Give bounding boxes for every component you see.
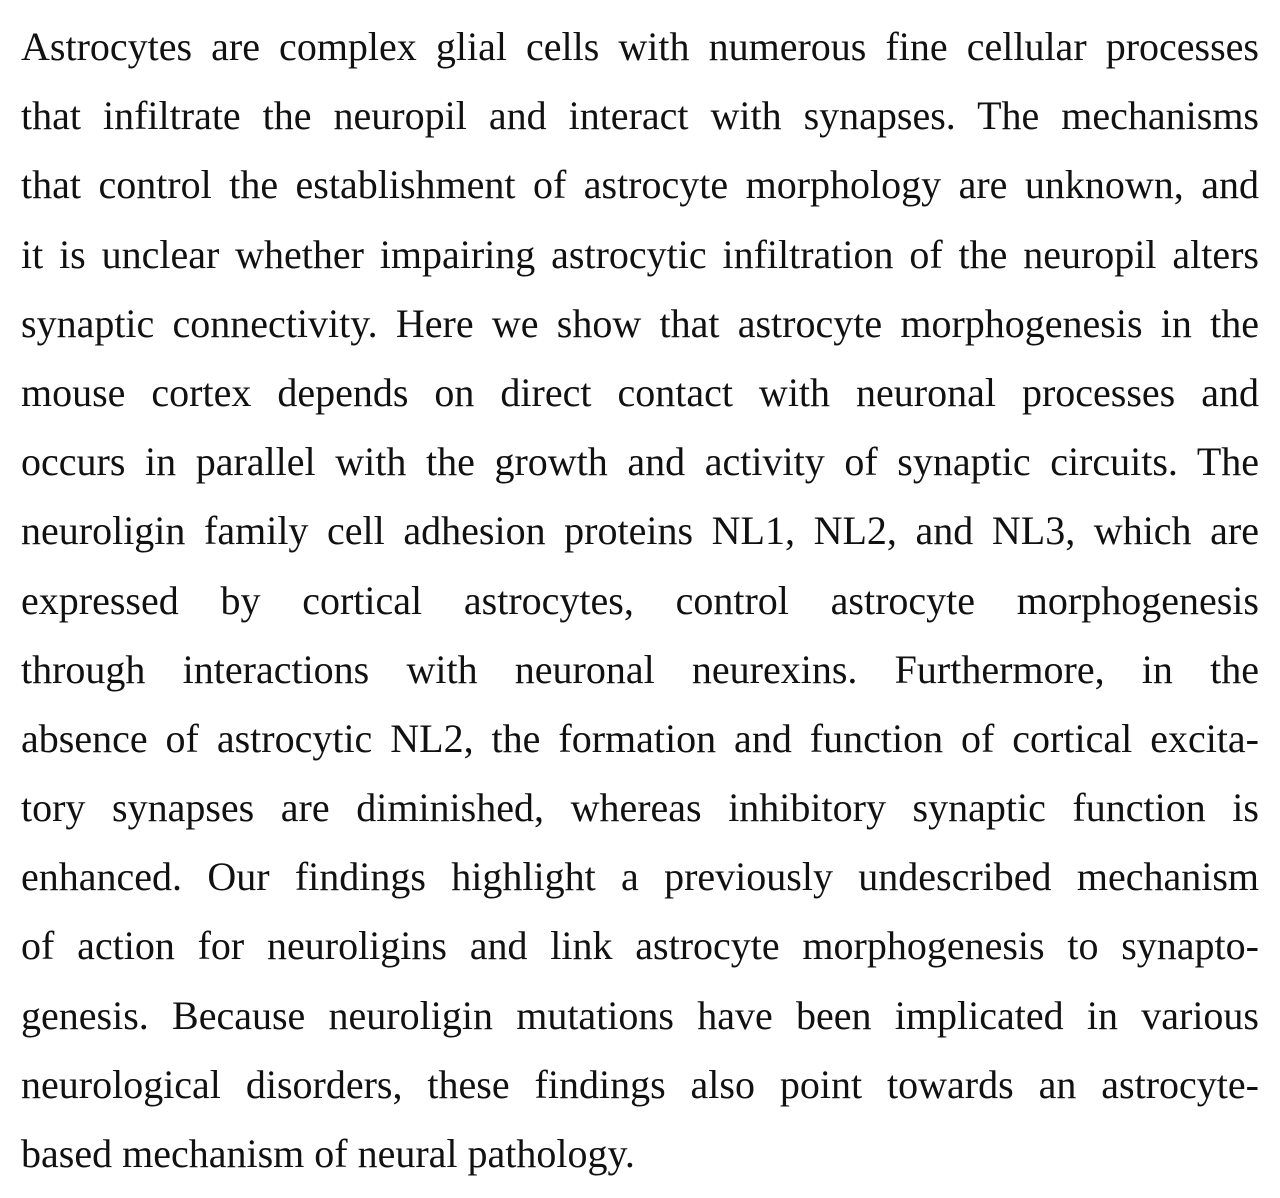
abstract-line: Astrocytes are complex glial cells with numerous fine cellular processes xyxy=(21,24,1259,69)
abstract-line: that infiltrate the neuropil and interact with synapses. The mechanisms xyxy=(21,93,1259,139)
abstract-line: genesis. Because neuroligin mutations have been implicated in various xyxy=(21,992,1259,1038)
abstract-line: that control the establishment of astrocyte morphology are unknown, and xyxy=(21,162,1259,208)
abstract-line: of action for neuroligins and link astrocyte morphogenesis to synapto- xyxy=(21,923,1259,969)
abstract-line: through interactions with neuronal neurexins. Furthermore, in the xyxy=(21,646,1259,692)
abstract-line: neuroligin family cell adhesion proteins NL1, NL2, and NL3, which are xyxy=(21,508,1259,554)
abstract-line: synaptic connectivity. Here we show that astrocyte morphogenesis in the xyxy=(21,300,1259,346)
abstract-line: occurs in parallel with the growth and activity of synaptic circuits. The xyxy=(21,439,1259,485)
abstract-paragraph xyxy=(21,17,1259,1193)
abstract-line: expressed by cortical astrocytes, control astrocyte morphogenesis xyxy=(21,577,1259,623)
abstract-line: absence of astrocytic NL2, the formation and function of cortical excita- xyxy=(21,715,1259,761)
abstract-line: enhanced. Our findings highlight a previously undescribed mechanism xyxy=(21,854,1259,900)
abstract-line: tory synapses are diminished, whereas inhibitory synaptic function is xyxy=(21,785,1259,831)
abstract-line: mouse cortex depends on direct contact with neuronal processes and xyxy=(21,369,1259,415)
abstract-line: it is unclear whether impairing astrocytic infiltration of the neuropil alters xyxy=(21,231,1259,277)
abstract-line: neurological disorders, these findings also point towards an astrocyte- xyxy=(21,1061,1259,1107)
abstract-line: based mechanism of neural pathology. xyxy=(21,1131,635,1176)
